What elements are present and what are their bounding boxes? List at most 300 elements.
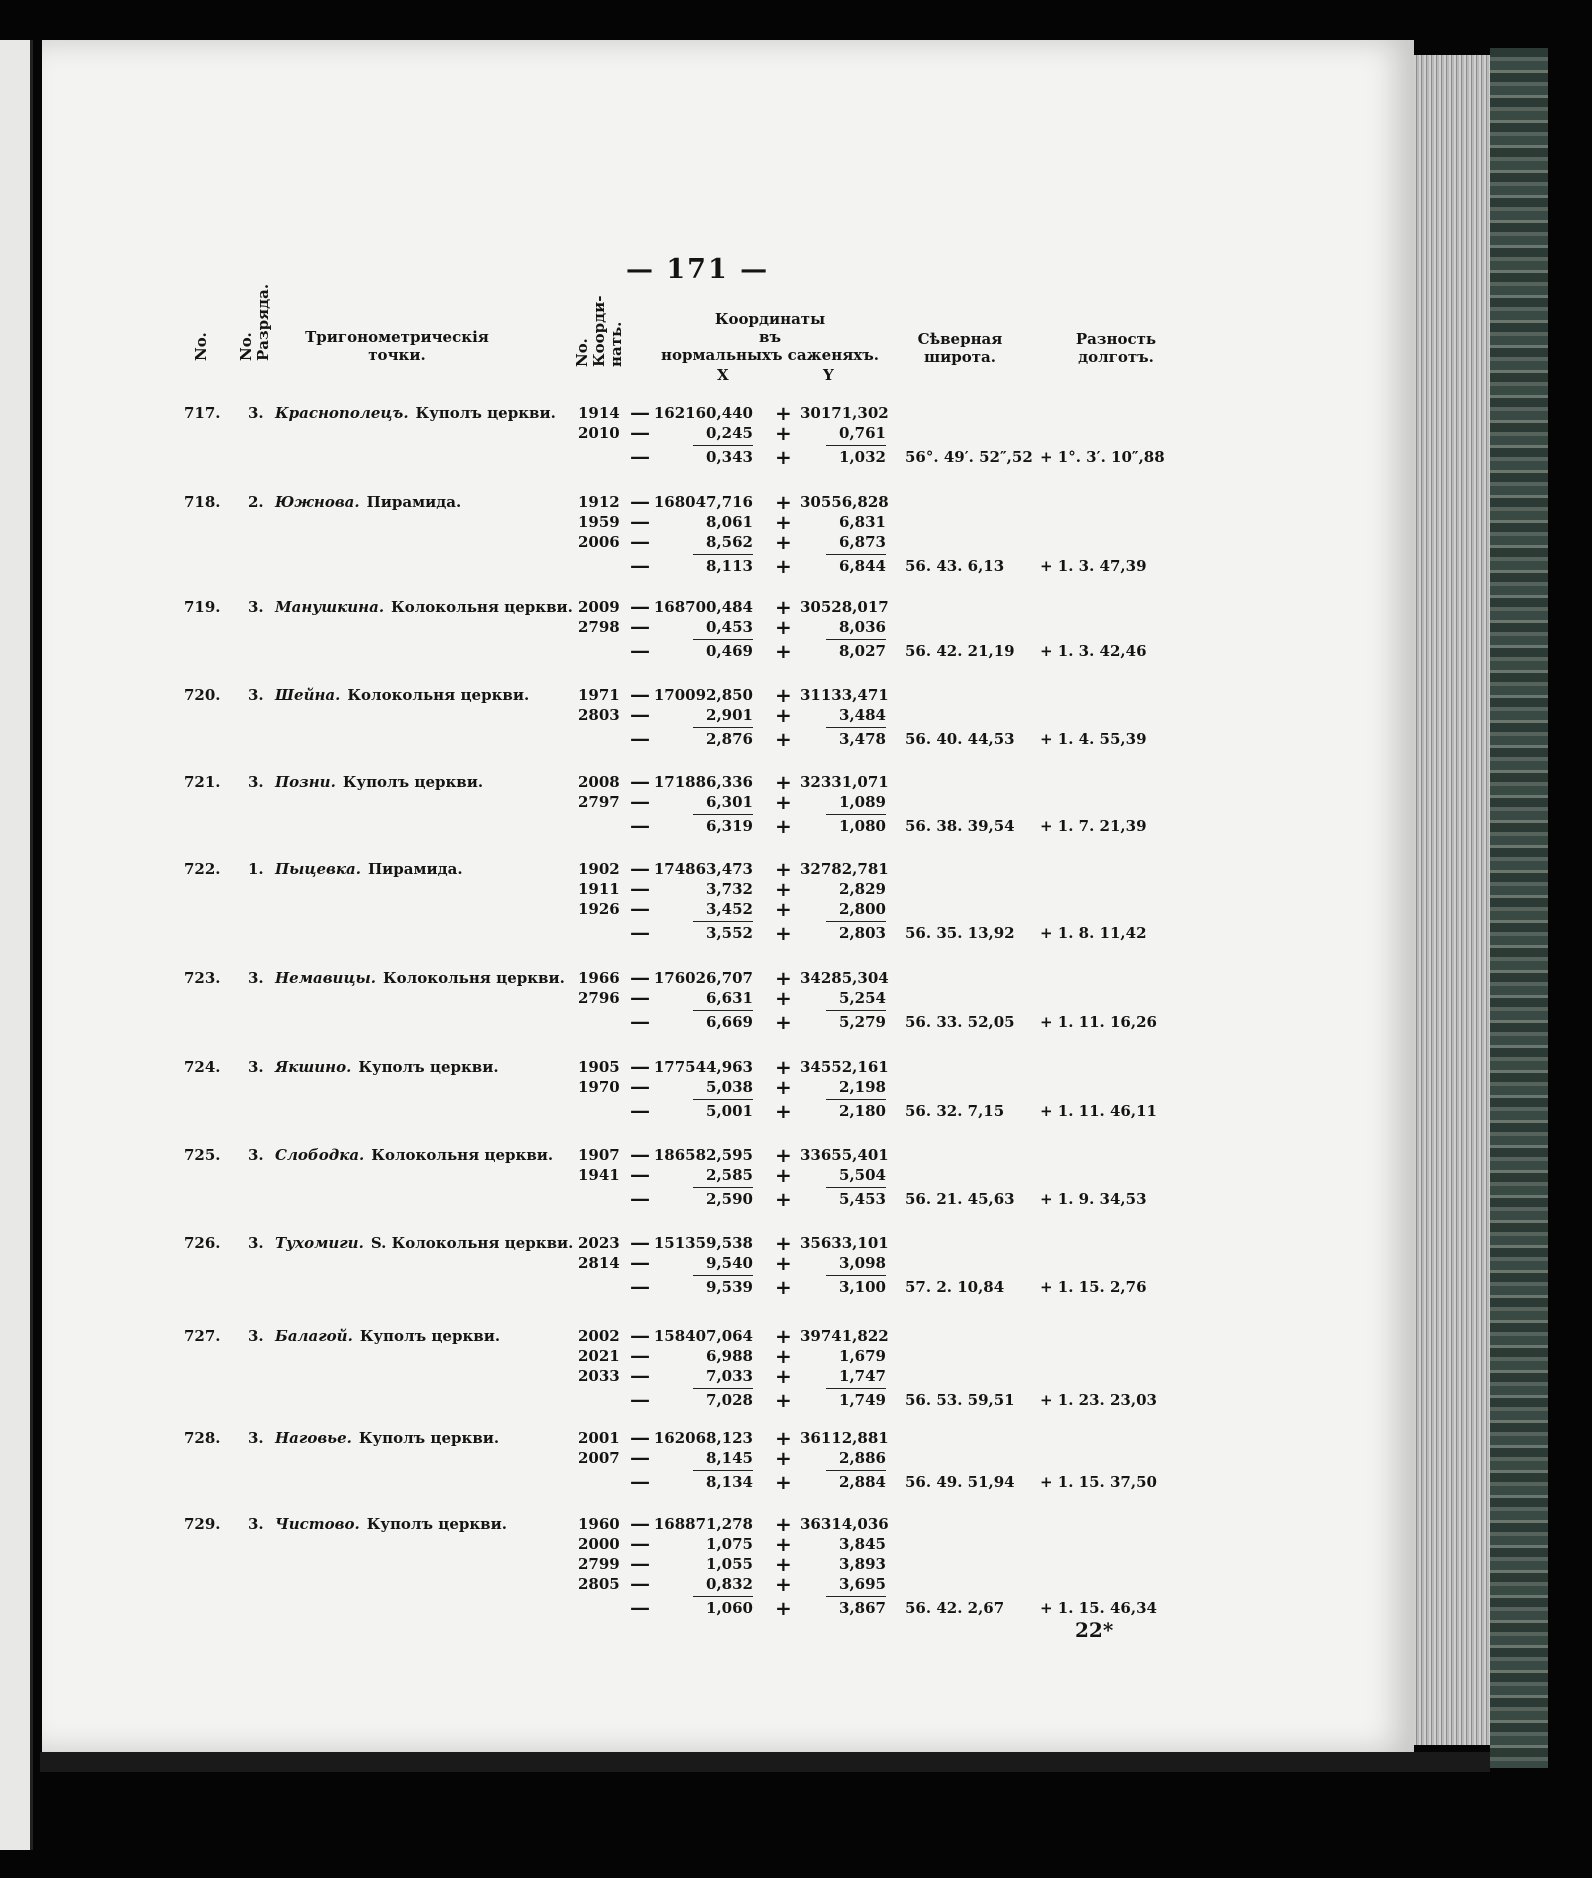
- coord-source-id: 2001: [578, 1429, 620, 1447]
- mean-rule-x: [693, 639, 753, 640]
- mean-rule-x: [693, 1388, 753, 1389]
- minus-sign: —: [630, 769, 650, 793]
- mean-y-value: 2,180: [839, 1102, 886, 1120]
- minus-sign: —: [630, 1230, 650, 1254]
- point-name: Шейна.: [275, 686, 341, 704]
- coord-x-value: 186582,595: [653, 1146, 753, 1164]
- plus-sign: +: [775, 1344, 792, 1368]
- row-point-name: [275, 1146, 553, 1164]
- mean-rule-y: [826, 1596, 886, 1597]
- minus-sign: —: [630, 509, 650, 533]
- plus-sign: +: [775, 1075, 792, 1099]
- minus-sign: —: [630, 1363, 650, 1387]
- point-description: Пирамида.: [367, 860, 463, 878]
- row-point-name: [275, 1234, 573, 1252]
- mean-y-value: 8,027: [839, 642, 886, 660]
- point-name: Немавицы.: [275, 969, 376, 987]
- book-fore-edge: [1414, 55, 1490, 1745]
- plus-sign: +: [775, 530, 792, 554]
- row-number: 723.: [184, 969, 221, 987]
- minus-sign: —: [630, 876, 650, 900]
- latitude-value: 56. 43. 6,13: [905, 557, 1005, 575]
- mean-rule-x: [693, 1099, 753, 1100]
- longitude-difference-value: + 1. 4. 55,39: [1040, 730, 1147, 748]
- coord-x-value: 3,452: [706, 900, 753, 918]
- coord-source-id: 1960: [578, 1515, 620, 1533]
- row-category: 3.: [248, 598, 264, 616]
- row-category: 3.: [248, 969, 264, 987]
- row-category: 3.: [248, 404, 264, 422]
- coord-y-value: 35633,101: [800, 1234, 889, 1252]
- mean-x-value: 1,060: [706, 1599, 753, 1617]
- mean-rule-x: [693, 1596, 753, 1597]
- plus-sign: +: [775, 683, 792, 707]
- coord-x-value: 8,562: [706, 533, 753, 551]
- coord-x-value: 2,901: [706, 706, 753, 724]
- coord-source-id: 1959: [578, 513, 620, 531]
- coord-x-value: 0,832: [706, 1575, 753, 1593]
- latitude-value: 56. 49. 51,94: [905, 1473, 1015, 1491]
- minus-sign: —: [630, 638, 650, 662]
- longitude-difference-value: + 1. 11. 46,11: [1040, 1102, 1157, 1120]
- row-point-name: [275, 1515, 507, 1533]
- mean-rule-x: [693, 814, 753, 815]
- coord-source-id: 2033: [578, 1367, 620, 1385]
- header-x: X: [717, 366, 729, 384]
- mean-y-value: 5,453: [839, 1190, 886, 1208]
- point-description: Колокольня церкви.: [347, 686, 530, 704]
- plus-sign: +: [775, 921, 792, 945]
- minus-sign: —: [630, 726, 650, 750]
- coord-x-value: 9,540: [706, 1254, 753, 1272]
- row-point-name: [275, 686, 529, 704]
- coord-source-id: 2006: [578, 533, 620, 551]
- row-point-name: [275, 969, 565, 987]
- row-category: 3.: [248, 1327, 264, 1345]
- header-points-line2: точки.: [368, 346, 426, 364]
- coord-y-value: 2,198: [839, 1078, 886, 1096]
- minus-sign: —: [630, 1162, 650, 1186]
- minus-sign: —: [630, 920, 650, 944]
- minus-sign: —: [630, 444, 650, 468]
- coord-x-value: 162068,123: [653, 1429, 753, 1447]
- coord-y-value: 3,695: [839, 1575, 886, 1593]
- header-longitude-line2: долготъ.: [1078, 348, 1154, 366]
- coord-source-id: 2797: [578, 793, 620, 811]
- coord-source-id: 1905: [578, 1058, 620, 1076]
- point-name: Тухомиги.: [275, 1234, 364, 1252]
- row-category: 1.: [248, 860, 264, 878]
- coord-source-id: 2021: [578, 1347, 620, 1365]
- plus-sign: +: [775, 1324, 792, 1348]
- point-name: Наговье.: [275, 1429, 352, 1447]
- coord-x-value: 162160,440: [653, 404, 753, 422]
- mean-y-value: 3,100: [839, 1278, 886, 1296]
- mean-rule-x: [693, 921, 753, 922]
- mean-rule-x: [693, 1010, 753, 1011]
- row-category: 3.: [248, 1058, 264, 1076]
- coord-y-value: 33655,401: [800, 1146, 889, 1164]
- row-category: 3.: [248, 773, 264, 791]
- minus-sign: —: [630, 489, 650, 513]
- plus-sign: +: [775, 1426, 792, 1450]
- row-number: 717.: [184, 404, 221, 422]
- plus-sign: +: [775, 1552, 792, 1576]
- latitude-value: 56. 53. 59,51: [905, 1391, 1015, 1409]
- latitude-value: 56. 42. 21,19: [905, 642, 1015, 660]
- minus-sign: —: [630, 1425, 650, 1449]
- point-description: Куполъ церкви.: [358, 1429, 500, 1447]
- plus-sign: +: [775, 1596, 792, 1620]
- coord-x-value: 0,245: [706, 424, 753, 442]
- minus-sign: —: [630, 614, 650, 638]
- coord-x-value: 168700,484: [653, 598, 753, 616]
- row-number: 725.: [184, 1146, 221, 1164]
- coord-source-id: 2798: [578, 618, 620, 636]
- point-description: Куполъ церкви.: [358, 1058, 499, 1076]
- longitude-difference-value: + 1. 9. 34,53: [1040, 1190, 1147, 1208]
- mean-rule-y: [826, 554, 886, 555]
- minus-sign: —: [630, 594, 650, 618]
- row-number: 720.: [184, 686, 221, 704]
- coord-source-id: 2002: [578, 1327, 620, 1345]
- latitude-value: 56. 35. 13,92: [905, 924, 1015, 942]
- book-cover-edge: [1490, 48, 1548, 1768]
- plus-sign: +: [775, 770, 792, 794]
- coord-y-value: 1,679: [839, 1347, 886, 1365]
- row-category: 3.: [248, 1146, 264, 1164]
- row-point-name: [275, 860, 463, 878]
- point-description: Куполъ церкви.: [342, 773, 484, 791]
- point-description: Колокольня церкви.: [391, 598, 573, 616]
- longitude-difference-value: + 1. 15. 2,76: [1040, 1278, 1147, 1296]
- longitude-difference-value: + 1. 7. 21,39: [1040, 817, 1147, 835]
- header-latitude: [910, 330, 1010, 366]
- mean-rule-x: [693, 1275, 753, 1276]
- coord-y-value: 0,761: [839, 424, 886, 442]
- longitude-difference-value: + 1. 15. 46,34: [1040, 1599, 1157, 1617]
- coord-y-value: 34552,161: [800, 1058, 889, 1076]
- minus-sign: —: [630, 1387, 650, 1411]
- plus-sign: +: [775, 1512, 792, 1536]
- coord-x-value: 177544,963: [653, 1058, 753, 1076]
- coord-x-value: 176026,707: [653, 969, 753, 987]
- minus-sign: —: [630, 553, 650, 577]
- minus-sign: —: [630, 1469, 650, 1493]
- coord-y-value: 3,098: [839, 1254, 886, 1272]
- plus-sign: +: [775, 1572, 792, 1596]
- plus-sign: +: [775, 490, 792, 514]
- minus-sign: —: [630, 1551, 650, 1575]
- row-point-name: [275, 1429, 499, 1447]
- header-latitude-line2: широта.: [924, 348, 996, 366]
- coord-x-value: 170092,850: [653, 686, 753, 704]
- coord-source-id: 2805: [578, 1575, 620, 1593]
- row-point-name: [275, 493, 461, 511]
- coord-x-value: 6,988: [706, 1347, 753, 1365]
- coord-y-value: 30556,828: [800, 493, 889, 511]
- row-category: 3.: [248, 1515, 264, 1533]
- plus-sign: +: [775, 897, 792, 921]
- mean-x-value: 8,134: [706, 1473, 753, 1491]
- mean-rule-y: [826, 814, 886, 815]
- coord-x-value: 8,145: [706, 1449, 753, 1467]
- latitude-value: 56. 38. 39,54: [905, 817, 1015, 835]
- point-name: Якшино.: [275, 1058, 352, 1076]
- latitude-value: 56. 33. 52,05: [905, 1013, 1015, 1031]
- minus-sign: —: [630, 1343, 650, 1367]
- coord-source-id: 2008: [578, 773, 620, 791]
- coord-source-id: 2007: [578, 1449, 620, 1467]
- row-number: 718.: [184, 493, 221, 511]
- point-description: Колокольня церкви.: [383, 969, 565, 987]
- coord-x-value: 168047,716: [653, 493, 753, 511]
- mean-rule-y: [826, 1388, 886, 1389]
- mean-rule-x: [693, 727, 753, 728]
- header-coord-no: No. Коорди-нать.: [573, 295, 625, 367]
- mean-x-value: 2,876: [706, 730, 753, 748]
- coord-y-value: 36112,881: [800, 1429, 889, 1447]
- plus-sign: +: [775, 1364, 792, 1388]
- row-number: 721.: [184, 773, 221, 791]
- coord-source-id: 1911: [578, 880, 620, 898]
- row-number: 728.: [184, 1429, 221, 1447]
- minus-sign: —: [630, 400, 650, 424]
- latitude-value: 56. 40. 44,53: [905, 730, 1015, 748]
- header-y: Y: [823, 366, 834, 384]
- point-name: Позни.: [275, 773, 336, 791]
- point-name: Краснополецъ.: [275, 404, 409, 422]
- plus-sign: +: [775, 615, 792, 639]
- coord-source-id: 2000: [578, 1535, 620, 1553]
- mean-rule-y: [826, 1187, 886, 1188]
- coord-y-value: 6,831: [839, 513, 886, 531]
- coord-source-id: 1912: [578, 493, 620, 511]
- coord-x-value: 0,453: [706, 618, 753, 636]
- previous-page-edge: [0, 40, 33, 1850]
- minus-sign: —: [630, 420, 650, 444]
- row-category: 3.: [248, 686, 264, 704]
- coord-y-value: 3,893: [839, 1555, 886, 1573]
- mean-rule-y: [826, 1275, 886, 1276]
- coord-y-value: 30171,302: [800, 404, 889, 422]
- coord-source-id: 2799: [578, 1555, 620, 1573]
- minus-sign: —: [630, 856, 650, 880]
- plus-sign: +: [775, 1163, 792, 1187]
- header-coords: [650, 310, 890, 364]
- coord-source-id: 1970: [578, 1078, 620, 1096]
- mean-y-value: 3,867: [839, 1599, 886, 1617]
- coord-y-value: 31133,471: [800, 686, 889, 704]
- mean-y-value: 2,803: [839, 924, 886, 942]
- plus-sign: +: [775, 877, 792, 901]
- header-longitude: [1066, 330, 1166, 366]
- coord-y-value: 8,036: [839, 618, 886, 636]
- mean-x-value: 3,552: [706, 924, 753, 942]
- point-description: Колокольня церкви.: [371, 1146, 554, 1164]
- coord-y-value: 6,873: [839, 533, 886, 551]
- coord-y-value: 5,504: [839, 1166, 886, 1184]
- coord-x-value: 158407,064: [653, 1327, 753, 1345]
- row-category: 2.: [248, 493, 264, 511]
- plus-sign: +: [775, 1470, 792, 1494]
- longitude-difference-value: + 1. 3. 42,46: [1040, 642, 1147, 660]
- latitude-value: 56. 21. 45,63: [905, 1190, 1015, 1208]
- minus-sign: —: [630, 1323, 650, 1347]
- point-name: Балагой.: [275, 1327, 353, 1345]
- coord-x-value: 6,301: [706, 793, 753, 811]
- mean-x-value: 5,001: [706, 1102, 753, 1120]
- coord-y-value: 32782,781: [800, 860, 889, 878]
- minus-sign: —: [630, 896, 650, 920]
- latitude-value: 56°. 49′. 52″,52: [905, 448, 1033, 466]
- coord-x-value: 151359,538: [653, 1234, 753, 1252]
- mean-rule-y: [826, 445, 886, 446]
- plus-sign: +: [775, 1187, 792, 1211]
- plus-sign: +: [775, 1251, 792, 1275]
- header-coords-line3: нормальныхъ саженяхъ.: [661, 346, 879, 364]
- plus-sign: +: [775, 595, 792, 619]
- row-number: 724.: [184, 1058, 221, 1076]
- header-points-line1: Тригонометрическія: [305, 328, 489, 346]
- header-points: [292, 328, 502, 364]
- row-point-name: [275, 1327, 500, 1345]
- plus-sign: +: [775, 401, 792, 425]
- plus-sign: +: [775, 986, 792, 1010]
- mean-x-value: 7,028: [706, 1391, 753, 1409]
- coord-x-value: 3,732: [706, 880, 753, 898]
- mean-rule-y: [826, 1099, 886, 1100]
- plus-sign: +: [775, 790, 792, 814]
- coord-y-value: 2,886: [839, 1449, 886, 1467]
- latitude-value: 56. 42. 2,67: [905, 1599, 1005, 1617]
- minus-sign: —: [630, 1074, 650, 1098]
- mean-x-value: 6,669: [706, 1013, 753, 1031]
- coord-y-value: 3,484: [839, 706, 886, 724]
- minus-sign: —: [630, 1511, 650, 1535]
- longitude-difference-value: + 1. 8. 11,42: [1040, 924, 1147, 942]
- row-number: 722.: [184, 860, 221, 878]
- plus-sign: +: [775, 1143, 792, 1167]
- signature-mark: 22*: [1075, 1618, 1114, 1642]
- plus-sign: +: [775, 814, 792, 838]
- plus-sign: +: [775, 510, 792, 534]
- mean-y-value: 2,884: [839, 1473, 886, 1491]
- mean-rule-x: [693, 1187, 753, 1188]
- coord-source-id: 1926: [578, 900, 620, 918]
- minus-sign: —: [630, 1445, 650, 1469]
- mean-rule-y: [826, 1470, 886, 1471]
- minus-sign: —: [630, 789, 650, 813]
- plus-sign: +: [775, 1010, 792, 1034]
- point-name: Манушкина.: [275, 598, 385, 616]
- header-coords-line2: въ: [759, 328, 781, 346]
- coord-y-value: 30528,017: [800, 598, 889, 616]
- coord-source-id: 1907: [578, 1146, 620, 1164]
- coord-x-value: 168871,278: [653, 1515, 753, 1533]
- minus-sign: —: [630, 985, 650, 1009]
- longitude-difference-value: + 1. 11. 16,26: [1040, 1013, 1157, 1031]
- coord-source-id: 2796: [578, 989, 620, 1007]
- minus-sign: —: [630, 1142, 650, 1166]
- mean-y-value: 5,279: [839, 1013, 886, 1031]
- row-number: 727.: [184, 1327, 221, 1345]
- minus-sign: —: [630, 702, 650, 726]
- page-number: — 171 —: [626, 254, 770, 285]
- mean-y-value: 6,844: [839, 557, 886, 575]
- coord-x-value: 8,061: [706, 513, 753, 531]
- plus-sign: +: [775, 966, 792, 990]
- mean-rule-x: [693, 554, 753, 555]
- coord-source-id: 2023: [578, 1234, 620, 1252]
- plus-sign: +: [775, 703, 792, 727]
- longitude-difference-value: + 1°. 3′. 10″,88: [1040, 448, 1165, 466]
- coord-source-id: 2010: [578, 424, 620, 442]
- minus-sign: —: [630, 529, 650, 553]
- longitude-difference-value: + 1. 15. 37,50: [1040, 1473, 1157, 1491]
- longitude-difference-value: + 1. 23. 23,03: [1040, 1391, 1157, 1409]
- minus-sign: —: [630, 682, 650, 706]
- mean-y-value: 1,749: [839, 1391, 886, 1409]
- row-number: 729.: [184, 1515, 221, 1533]
- point-name: Южнова.: [275, 493, 360, 511]
- mean-x-value: 6,319: [706, 817, 753, 835]
- row-point-name: [275, 404, 556, 422]
- minus-sign: —: [630, 965, 650, 989]
- mean-rule-y: [826, 1010, 886, 1011]
- coord-source-id: 1966: [578, 969, 620, 987]
- coord-y-value: 2,800: [839, 900, 886, 918]
- coord-x-value: 1,055: [706, 1555, 753, 1573]
- coord-x-value: 2,585: [706, 1166, 753, 1184]
- point-name: Слободка.: [275, 1146, 365, 1164]
- coord-y-value: 39741,822: [800, 1327, 889, 1345]
- header-no: No.: [192, 332, 210, 361]
- row-point-name: [275, 1058, 499, 1076]
- minus-sign: —: [630, 1274, 650, 1298]
- minus-sign: —: [630, 1098, 650, 1122]
- row-category: 3.: [248, 1429, 264, 1447]
- mean-y-value: 1,032: [839, 448, 886, 466]
- mean-x-value: 0,343: [706, 448, 753, 466]
- plus-sign: +: [775, 1055, 792, 1079]
- coord-y-value: 34285,304: [800, 969, 889, 987]
- mean-rule-x: [693, 1470, 753, 1471]
- mean-rule-y: [826, 921, 886, 922]
- header-coords-line1: Координаты: [714, 310, 826, 328]
- minus-sign: —: [630, 1571, 650, 1595]
- coord-y-value: 2,829: [839, 880, 886, 898]
- plus-sign: +: [775, 1099, 792, 1123]
- book-bottom-edge: [40, 1752, 1490, 1772]
- point-description: Куполъ церкви.: [359, 1327, 501, 1345]
- plus-sign: +: [775, 1532, 792, 1556]
- plus-sign: +: [775, 421, 792, 445]
- coord-y-value: 32331,071: [800, 773, 889, 791]
- plus-sign: +: [775, 1275, 792, 1299]
- header-latitude-line1: Сѣверная: [917, 330, 1003, 348]
- coord-source-id: 1902: [578, 860, 620, 878]
- plus-sign: +: [775, 1231, 792, 1255]
- coord-source-id: 2814: [578, 1254, 620, 1272]
- minus-sign: —: [630, 1595, 650, 1619]
- minus-sign: —: [630, 1250, 650, 1274]
- row-number: 726.: [184, 1234, 221, 1252]
- plus-sign: +: [775, 1446, 792, 1470]
- minus-sign: —: [630, 813, 650, 837]
- mean-x-value: 9,539: [706, 1278, 753, 1296]
- longitude-difference-value: + 1. 3. 47,39: [1040, 557, 1147, 575]
